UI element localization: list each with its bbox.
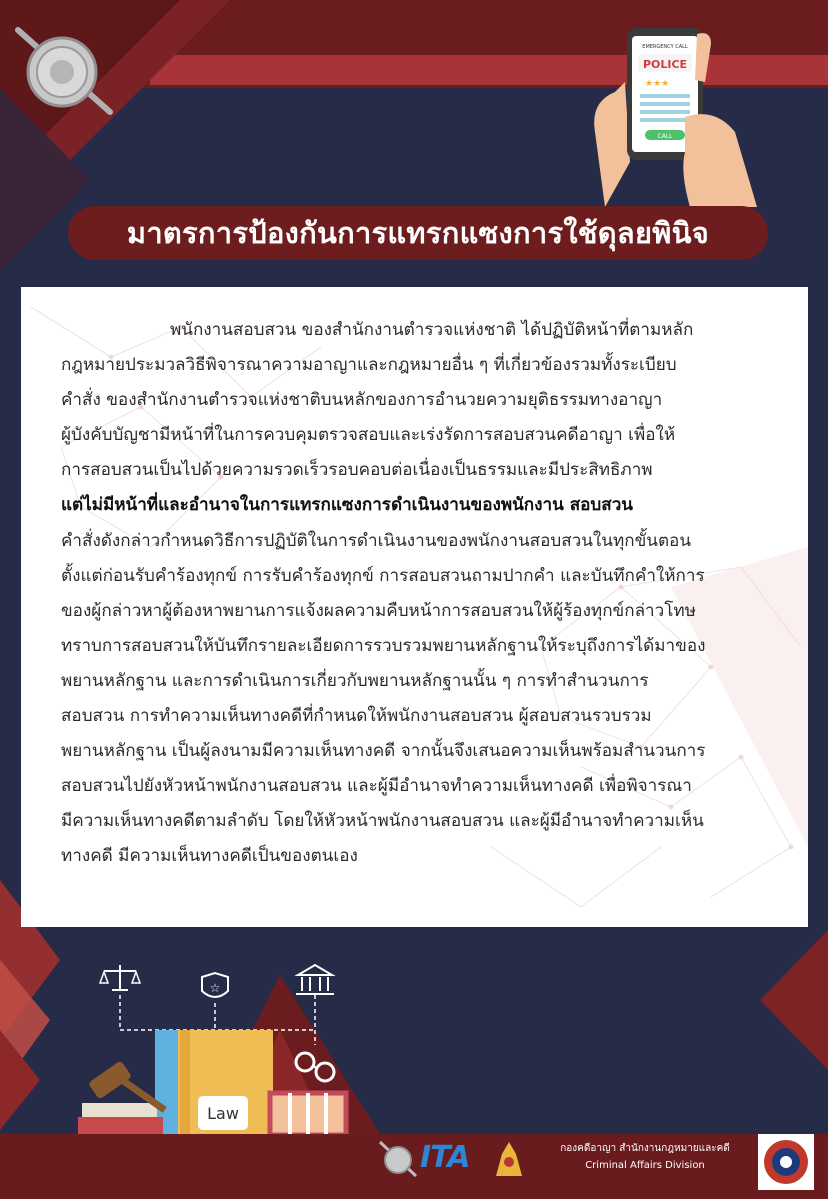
footer-org-thai: กองคดีอาญา สำนักงานกฎหมายและคดี [560, 1143, 730, 1154]
jail-icon [270, 1093, 346, 1135]
paragraph-line: กฎหมายประมวลวิธีพิจารณาความอาญาและกฎหมายอื่น ๆ ที่เกี่ยวข้องรวมทั้งระเบียบ [61, 355, 677, 376]
svg-text:★★★: ★★★ [645, 79, 670, 89]
paragraph-line: พยานหลักฐาน และการดำเนินการเกี่ยวกับพยานหลักฐานนั้น ๆ การทำสำนวนการ [61, 670, 649, 691]
paragraph-line: มีความเห็นทางคดีตามลำดับ โดยให้หัวหน้าพนักงานสอบสวน และผู้มีอำนาจทำความเห็น [61, 811, 704, 832]
paragraph-line: คำสั่งดังกล่าวกำหนดวิธีการปฏิบัติในการดำเนินงานของพนักงานสอบสวนในทุกขั้นตอน [61, 530, 691, 551]
law-book-label: Law [198, 1096, 248, 1130]
handcuffs-icon [296, 1053, 334, 1081]
gavel-icon [78, 1060, 167, 1135]
paragraph-line: ของผู้กล่าวหาผู้ต้องหาพยานการแจ้งผลความคืบหน้าการสอบสวนให้ผู้ร้องทุกข์กล่าวโทษ [61, 600, 696, 621]
content-panel [21, 287, 808, 927]
police-seal-logo [10, 20, 120, 120]
paragraph-line: ทางคดี มีความเห็นทางคดีเป็นของตนเอง [61, 846, 358, 867]
police-seal-small-logo [378, 1138, 418, 1180]
badge-icon [202, 973, 228, 997]
phone-header: EMERGENCY CALL [642, 44, 688, 50]
phone-call-button: CALL [657, 133, 673, 140]
emergency-phone-illustration [585, 22, 760, 207]
page-title: มาตรการป้องกันการแทรกแซงการใช้ดุลยพินิจ [126, 216, 710, 250]
ita-logo: ITA [420, 1140, 470, 1175]
paragraph-line: พนักงานสอบสวน ของสำนักงานตำรวจแห่งชาติ ได้ปฏิบัติหน้าที่ตามหลัก [170, 320, 694, 340]
footer-org-english: Criminal Affairs Division [585, 1160, 705, 1171]
paragraph-line-bold: แต่ไม่มีหน้าที่และอำนาจในการแทรกแซงการดำเนินงานของพนักงาน สอบสวน [61, 495, 633, 516]
phone-police-label: POLICE [642, 58, 688, 71]
paragraph-line: พยานหลักฐาน เป็นผู้ลงนามมีความเห็นทางคดี จากนั้นจึงเสนอความเห็นพร้อมสำนวนการ [61, 741, 706, 762]
paragraph-line: การสอบสวนเป็นไปด้วยความรวดเร็วรอบคอบต่อเนื่องเป็นธรรมและมีประสิทธิภาพ [61, 460, 653, 481]
paragraph-line: คำสั่ง ของสำนักงานตำรวจแห่งชาติบนหลักของการอำนวยความยุติธรรมทางอาญา [61, 390, 663, 411]
division-logo [758, 1134, 814, 1190]
paragraph-line: ตั้งแต่ก่อนรับคำร้องทุกข์ การรับคำร้องทุกข์ การสอบสวนถามปากคำ และบันทึกคำให้การ [61, 565, 705, 586]
emblem-logo [494, 1140, 524, 1180]
scales-icon [100, 965, 140, 990]
paragraph-body [61, 313, 773, 875]
courthouse-icon [296, 965, 334, 994]
svg-text:☆: ☆ [209, 981, 221, 995]
paragraph-line: สอบสวน การทำความเห็นทางคดีที่กำหนดให้พนักงานสอบสวน ผู้สอบสวนรวบรวม [61, 706, 652, 727]
title-banner [68, 206, 768, 260]
paragraph-line: สอบสวนไปยังหัวหน้าพนักงานสอบสวน และผู้มีอำนาจทำความเห็นทางคดี เพื่อพิจารณา [61, 776, 692, 797]
paragraph-line: ทราบการสอบสวนให้บันทึกรายละเอียดการรวบรวมพยานหลักฐานให้ระบุถึงการได้มาของ [61, 635, 706, 656]
paragraph-line: ผู้บังคับบัญชามีหน้าที่ในการควบคุมตรวจสอบและเร่งรัดการสอบสวนคดีอาญา เพื่อให้ [61, 425, 676, 446]
